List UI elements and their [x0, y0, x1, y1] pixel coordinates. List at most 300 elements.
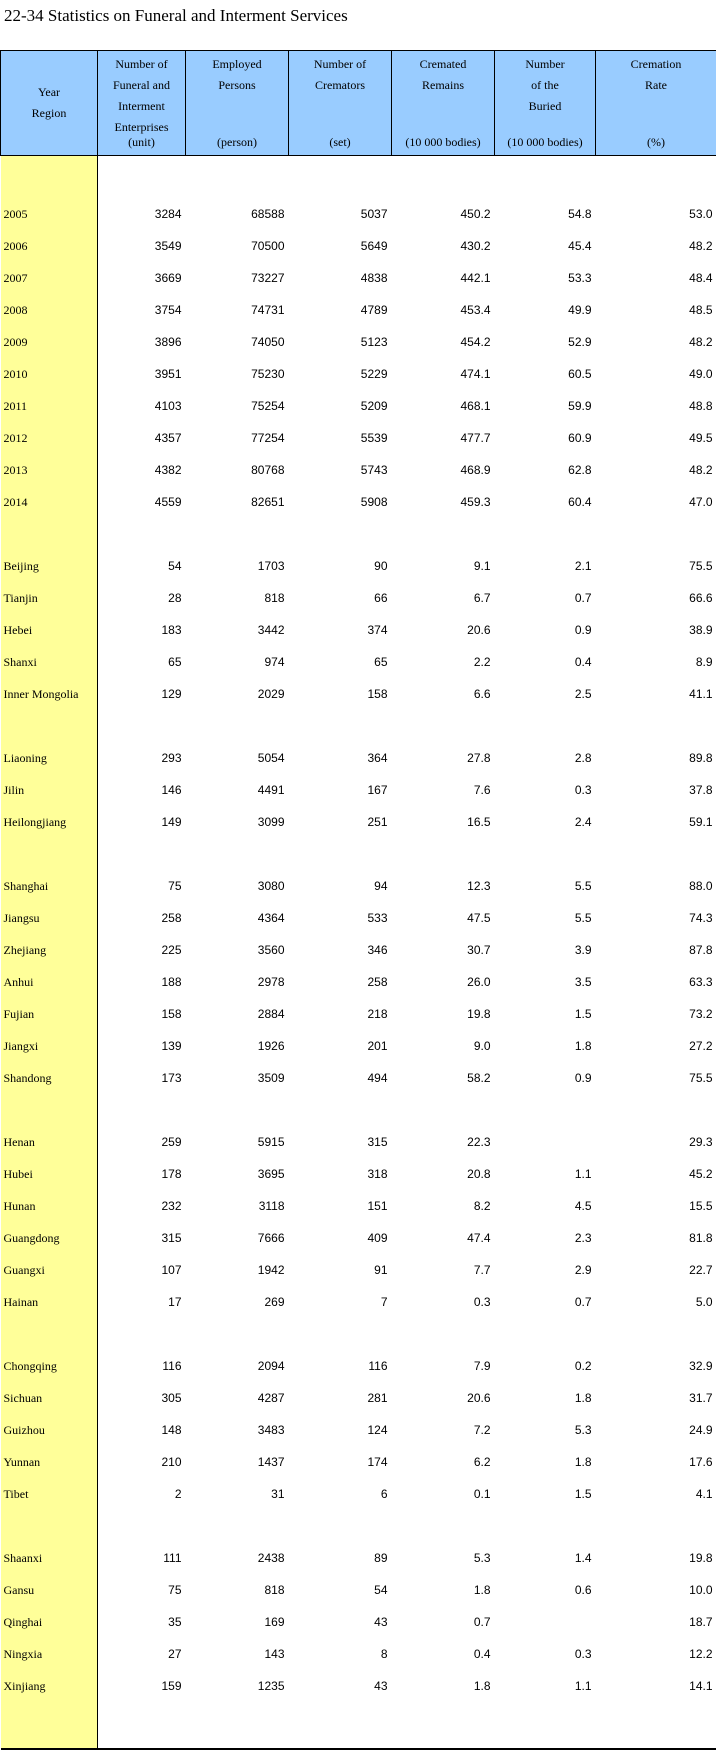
value-cell: 0.3 — [574, 1647, 592, 1661]
col-header-line: Cremators — [315, 78, 365, 92]
value-cell: 3754 — [154, 303, 182, 317]
spacer-row — [1, 838, 716, 870]
value-cell: 82651 — [251, 495, 285, 509]
col-header-cremators — [289, 51, 392, 156]
value-cell: 20.6 — [467, 1391, 491, 1405]
value-cell: 251 — [367, 815, 388, 829]
row-label: Yunnan — [1, 1446, 98, 1478]
empty-cell — [495, 838, 596, 870]
empty-cell — [289, 1702, 392, 1749]
table-row — [1, 582, 716, 614]
value-cell: 4103 — [154, 399, 182, 413]
empty-cell — [596, 1510, 716, 1542]
value-cell: 5.3 — [473, 1551, 491, 1565]
empty-cell — [495, 1094, 596, 1126]
empty-cell — [596, 518, 716, 550]
table-row — [1, 294, 716, 326]
value-cell: 2978 — [257, 975, 285, 989]
row-label: 2011 — [1, 390, 98, 422]
value-cell: 305 — [161, 1391, 182, 1405]
table-row — [1, 934, 716, 966]
value-cell: 58.2 — [467, 1071, 491, 1085]
row-label: Guangdong — [1, 1222, 98, 1254]
value-cell: 68588 — [251, 207, 285, 221]
value-cell: 151 — [367, 1199, 388, 1213]
value-cell: 201 — [367, 1039, 388, 1053]
value-cell: 12.2 — [689, 1647, 713, 1661]
value-cell: 4.5 — [574, 1199, 592, 1213]
table-row — [1, 1414, 716, 1446]
table-row — [1, 486, 716, 518]
value-cell: 129 — [161, 687, 182, 701]
row-label-cell — [1, 1318, 98, 1350]
row-label: Heilongjiang — [1, 806, 98, 838]
row-label: Hainan — [1, 1286, 98, 1318]
value-cell: 37.8 — [689, 783, 713, 797]
table-row — [1, 1382, 716, 1414]
value-cell: 47.0 — [689, 495, 713, 509]
table-row — [1, 966, 716, 998]
col-header-unit: (set) — [329, 135, 351, 149]
value-cell: 3.9 — [574, 943, 592, 957]
value-cell: 88.0 — [689, 879, 713, 893]
value-cell: 8.2 — [473, 1199, 491, 1213]
row-label: Ningxia — [1, 1638, 98, 1670]
value-cell: 87.8 — [689, 943, 713, 957]
value-cell: 1.4 — [574, 1551, 592, 1565]
value-cell: 65 — [168, 655, 182, 669]
empty-cell — [596, 1702, 716, 1749]
value-cell: 94 — [374, 879, 388, 893]
value-cell: 48.2 — [689, 463, 713, 477]
empty-cell — [392, 1510, 495, 1542]
value-cell: 3118 — [258, 1199, 285, 1213]
row-label: 2012 — [1, 422, 98, 454]
table-row — [1, 1574, 716, 1606]
value-cell: 0.3 — [574, 783, 592, 797]
value-cell: 454.2 — [460, 335, 491, 349]
table-row — [1, 1286, 716, 1318]
value-cell: 45.2 — [689, 1167, 713, 1181]
table-row — [1, 1158, 716, 1190]
value-cell: 4491 — [257, 783, 285, 797]
empty-cell — [392, 156, 495, 199]
value-cell: 75254 — [251, 399, 285, 413]
value-cell: 188 — [161, 975, 182, 989]
value-cell: 1.1 — [574, 1679, 592, 1693]
value-cell: 75230 — [251, 367, 285, 381]
empty-cell — [596, 1094, 716, 1126]
value-cell: 1235 — [257, 1679, 285, 1693]
empty-cell — [186, 838, 289, 870]
spacer-row — [1, 518, 716, 550]
value-cell: 43 — [374, 1679, 388, 1693]
col-header-unit: (10 000 bodies) — [507, 135, 583, 149]
value-cell: 7666 — [257, 1231, 285, 1245]
value-cell — [495, 1606, 596, 1638]
value-cell: 7 — [380, 1295, 388, 1309]
col-header-line: Employed — [212, 57, 262, 71]
table-row — [1, 454, 716, 486]
value-cell: 2094 — [257, 1359, 285, 1373]
value-cell: 1.8 — [473, 1679, 491, 1693]
empty-cell — [186, 156, 289, 199]
value-cell: 148 — [161, 1423, 182, 1437]
value-cell: 124 — [367, 1423, 388, 1437]
value-cell: 442.1 — [460, 271, 491, 285]
value-cell: 74050 — [251, 335, 285, 349]
table-row — [1, 678, 716, 710]
value-cell: 218 — [367, 1007, 388, 1021]
row-label: Henan — [1, 1126, 98, 1158]
col-header-unit: (%) — [647, 135, 665, 149]
row-label-cell — [1, 1702, 98, 1749]
empty-cell — [98, 1318, 186, 1350]
value-cell: 2.9 — [574, 1263, 592, 1277]
value-cell: 32.9 — [689, 1359, 713, 1373]
row-label: Chongqing — [1, 1350, 98, 1382]
col-header-line: Enterprises — [114, 120, 169, 134]
value-cell: 232 — [161, 1199, 182, 1213]
table-row — [1, 550, 716, 582]
value-cell: 27.8 — [467, 751, 491, 765]
value-cell: 3560 — [257, 943, 285, 957]
row-label: Sichuan — [1, 1382, 98, 1414]
value-cell: 5209 — [360, 399, 388, 413]
year-header-label: Year — [37, 85, 61, 99]
value-cell: 459.3 — [460, 495, 491, 509]
table-row — [1, 1446, 716, 1478]
value-cell: 0.1 — [473, 1487, 491, 1501]
value-cell: 474.1 — [460, 367, 491, 381]
value-cell: 1.8 — [473, 1583, 491, 1597]
col-header-line: Number of — [313, 57, 367, 71]
col-header-cremated — [392, 51, 495, 156]
value-cell: 468.9 — [460, 463, 491, 477]
value-cell: 2.4 — [574, 815, 592, 829]
value-cell: 5123 — [360, 335, 388, 349]
table-row — [1, 230, 716, 262]
value-cell: 66.6 — [689, 591, 713, 605]
value-cell: 15.5 — [689, 1199, 713, 1213]
value-cell: 183 — [161, 623, 182, 637]
value-cell: 62.8 — [568, 463, 592, 477]
value-cell: 49.5 — [689, 431, 713, 445]
value-cell: 1.1 — [574, 1167, 592, 1181]
empty-cell — [596, 838, 716, 870]
row-label: Hebei — [1, 614, 98, 646]
row-label: Guizhou — [1, 1414, 98, 1446]
value-cell: 0.4 — [473, 1647, 491, 1661]
empty-cell — [186, 518, 289, 550]
empty-cell — [392, 838, 495, 870]
table-row — [1, 1670, 716, 1702]
table-row — [1, 1254, 716, 1286]
value-cell: 293 — [161, 751, 182, 765]
page-title: 22-34 Statistics on Funeral and Interment Services — [4, 6, 348, 25]
row-label: Beijing — [1, 550, 98, 582]
value-cell: 2438 — [257, 1551, 285, 1565]
value-cell: 0.9 — [574, 623, 592, 637]
value-cell: 75 — [168, 879, 182, 893]
value-cell: 18.7 — [689, 1615, 713, 1629]
value-cell: 16.5 — [467, 815, 491, 829]
row-label-cell — [1, 1510, 98, 1542]
value-cell: 269 — [264, 1295, 285, 1309]
value-cell: 60.5 — [568, 367, 592, 381]
value-cell: 63.3 — [689, 975, 713, 989]
value-cell: 65 — [374, 655, 388, 669]
value-cell: 45.4 — [568, 239, 592, 253]
value-cell: 19.8 — [467, 1007, 491, 1021]
value-cell: 74.3 — [689, 911, 713, 925]
value-cell: 19.8 — [689, 1551, 713, 1565]
value-cell: 6.7 — [473, 591, 491, 605]
empty-cell — [289, 156, 392, 199]
value-cell: 364 — [367, 751, 388, 765]
value-cell: 27 — [168, 1647, 182, 1661]
row-label-cell — [1, 838, 98, 870]
value-cell: 4364 — [257, 911, 285, 925]
col-header-line: Number of — [115, 57, 168, 71]
empty-cell — [392, 1318, 495, 1350]
value-cell: 0.9 — [574, 1071, 592, 1085]
value-cell: 315 — [367, 1135, 388, 1149]
value-cell: 8 — [380, 1647, 388, 1661]
value-cell: 281 — [367, 1391, 388, 1405]
value-cell: 818 — [264, 1583, 285, 1597]
value-cell: 3896 — [154, 335, 182, 349]
row-label: Shanghai — [1, 870, 98, 902]
value-cell: 346 — [367, 943, 388, 957]
value-cell: 70500 — [251, 239, 285, 253]
value-cell: 3549 — [154, 239, 182, 253]
value-cell: 2.5 — [574, 687, 592, 701]
value-cell: 2884 — [257, 1007, 285, 1021]
value-cell: 48.8 — [689, 399, 713, 413]
row-label: Jiangxi — [1, 1030, 98, 1062]
value-cell: 17.6 — [689, 1455, 713, 1469]
value-cell: 31 — [271, 1487, 285, 1501]
value-cell: 2.1 — [574, 559, 592, 573]
value-cell: 3483 — [257, 1423, 285, 1437]
value-cell: 6 — [380, 1487, 388, 1501]
value-cell: 47.5 — [467, 911, 491, 925]
value-cell: 5539 — [360, 431, 388, 445]
value-cell: 158 — [161, 1007, 182, 1021]
empty-cell — [495, 710, 596, 742]
value-cell: 4789 — [360, 303, 388, 317]
empty-cell — [495, 1510, 596, 1542]
table-row — [1, 902, 716, 934]
value-cell: 5743 — [360, 463, 388, 477]
empty-cell — [98, 518, 186, 550]
row-label: Anhui — [1, 966, 98, 998]
row-label: Zhejiang — [1, 934, 98, 966]
value-cell: 28 — [168, 591, 182, 605]
col-header-line: of the — [531, 78, 559, 92]
value-cell: 52.9 — [568, 335, 592, 349]
row-label: Jilin — [1, 774, 98, 806]
value-cell: 77254 — [251, 431, 285, 445]
row-label: Fujian — [1, 998, 98, 1030]
value-cell: 9.0 — [473, 1039, 491, 1053]
value-cell: 318 — [367, 1167, 388, 1181]
row-label: Shandong — [1, 1062, 98, 1094]
value-cell: 974 — [264, 655, 285, 669]
value-cell: 3284 — [154, 207, 182, 221]
value-cell: 258 — [367, 975, 388, 989]
col-header-line: Interment — [118, 99, 165, 113]
row-label: 2013 — [1, 454, 98, 486]
table-row — [1, 646, 716, 678]
empty-cell — [495, 156, 596, 199]
value-cell: 8.9 — [695, 655, 713, 669]
value-cell: 5.5 — [574, 879, 592, 893]
value-cell: 66 — [374, 591, 388, 605]
value-cell: 59.1 — [689, 815, 713, 829]
table-row — [1, 1030, 716, 1062]
empty-cell — [392, 518, 495, 550]
value-cell: 1.8 — [574, 1039, 592, 1053]
table-row — [1, 806, 716, 838]
table-row — [1, 1606, 716, 1638]
table-row — [1, 1478, 716, 1510]
table-row — [1, 1350, 716, 1382]
value-cell: 5.3 — [574, 1423, 592, 1437]
col-header-line: Funeral and — [113, 78, 170, 92]
row-label: Gansu — [1, 1574, 98, 1606]
value-cell: 259 — [161, 1135, 182, 1149]
value-cell: 60.9 — [568, 431, 592, 445]
value-cell: 35 — [168, 1615, 182, 1629]
value-cell: 533 — [367, 911, 388, 925]
value-cell: 38.9 — [689, 623, 713, 637]
year-region-header — [1, 51, 98, 156]
row-label: Tibet — [1, 1478, 98, 1510]
value-cell: 41.1 — [689, 687, 713, 701]
value-cell: 0.4 — [574, 655, 592, 669]
value-cell: 54 — [374, 1583, 388, 1597]
value-cell: 818 — [264, 591, 285, 605]
value-cell: 2.3 — [574, 1231, 592, 1245]
value-cell: 30.7 — [467, 943, 491, 957]
value-cell: 89.8 — [689, 751, 713, 765]
table-row — [1, 422, 716, 454]
value-cell: 4.1 — [695, 1487, 713, 1501]
col-header-line: Persons — [218, 78, 256, 92]
value-cell: 4838 — [360, 271, 388, 285]
col-header-line: Cremation — [630, 57, 682, 71]
table-row — [1, 358, 716, 390]
value-cell: 0.7 — [574, 591, 592, 605]
value-cell: 6.6 — [473, 687, 491, 701]
value-cell: 2029 — [257, 687, 285, 701]
value-cell: 139 — [161, 1039, 182, 1053]
empty-cell — [596, 156, 716, 199]
table-body — [1, 156, 716, 1750]
table-row — [1, 1222, 716, 1254]
col-header-unit: (10 000 bodies) — [405, 135, 481, 149]
row-label: Jiangsu — [1, 902, 98, 934]
empty-cell — [98, 1094, 186, 1126]
value-cell: 80768 — [251, 463, 285, 477]
value-cell: 5.5 — [574, 911, 592, 925]
value-cell: 1437 — [257, 1455, 285, 1469]
value-cell: 4287 — [257, 1391, 285, 1405]
value-cell: 4559 — [154, 495, 182, 509]
value-cell: 3080 — [257, 879, 285, 893]
value-cell: 2.8 — [574, 751, 592, 765]
value-cell: 10.0 — [689, 1583, 713, 1597]
col-header-line: Cremated — [419, 57, 467, 71]
value-cell: 48.2 — [689, 335, 713, 349]
col-header-buried — [495, 51, 596, 156]
empty-cell — [289, 1094, 392, 1126]
value-cell: 468.1 — [460, 399, 491, 413]
empty-cell — [186, 1510, 289, 1542]
row-label: 2006 — [1, 230, 98, 262]
empty-cell — [495, 518, 596, 550]
col-header-line: Rate — [645, 78, 667, 92]
region-header-label: Region — [31, 106, 67, 120]
value-cell: 48.2 — [689, 239, 713, 253]
value-cell: 54 — [168, 559, 182, 573]
value-cell: 3669 — [154, 271, 182, 285]
table-row — [1, 1542, 716, 1574]
empty-cell — [98, 156, 186, 199]
row-label: Inner Mongolia — [1, 678, 98, 710]
value-cell: 12.3 — [467, 879, 491, 893]
value-cell: 5054 — [257, 751, 285, 765]
value-cell: 47.4 — [467, 1231, 491, 1245]
empty-cell — [186, 1318, 289, 1350]
row-label: 2007 — [1, 262, 98, 294]
value-cell: 1703 — [257, 559, 285, 573]
value-cell: 1942 — [257, 1263, 285, 1277]
value-cell: 9.1 — [473, 559, 491, 573]
value-cell: 2 — [174, 1487, 182, 1501]
value-cell: 1.5 — [574, 1487, 592, 1501]
value-cell: 5.0 — [695, 1295, 713, 1309]
table-row — [1, 614, 716, 646]
value-cell: 174 — [367, 1455, 388, 1469]
value-cell: 4382 — [154, 463, 182, 477]
value-cell: 53.3 — [568, 271, 592, 285]
value-cell: 107 — [161, 1263, 182, 1277]
empty-cell — [98, 1510, 186, 1542]
value-cell: 258 — [161, 911, 182, 925]
col-header-employed — [186, 51, 289, 156]
value-cell: 210 — [161, 1455, 182, 1469]
col-header-enterprises — [98, 51, 186, 156]
value-cell — [495, 1126, 596, 1158]
value-cell: 75.5 — [689, 559, 713, 573]
empty-cell — [596, 1318, 716, 1350]
value-cell: 409 — [367, 1231, 388, 1245]
value-cell: 7.7 — [473, 1263, 491, 1277]
value-cell: 146 — [161, 783, 182, 797]
value-cell: 31.7 — [689, 1391, 713, 1405]
value-cell: 3.5 — [574, 975, 592, 989]
value-cell: 3951 — [154, 367, 182, 381]
value-cell: 59.9 — [568, 399, 592, 413]
empty-cell — [392, 710, 495, 742]
spacer-row — [1, 1510, 716, 1542]
table-row — [1, 326, 716, 358]
value-cell: 26.0 — [467, 975, 491, 989]
table-row — [1, 742, 716, 774]
